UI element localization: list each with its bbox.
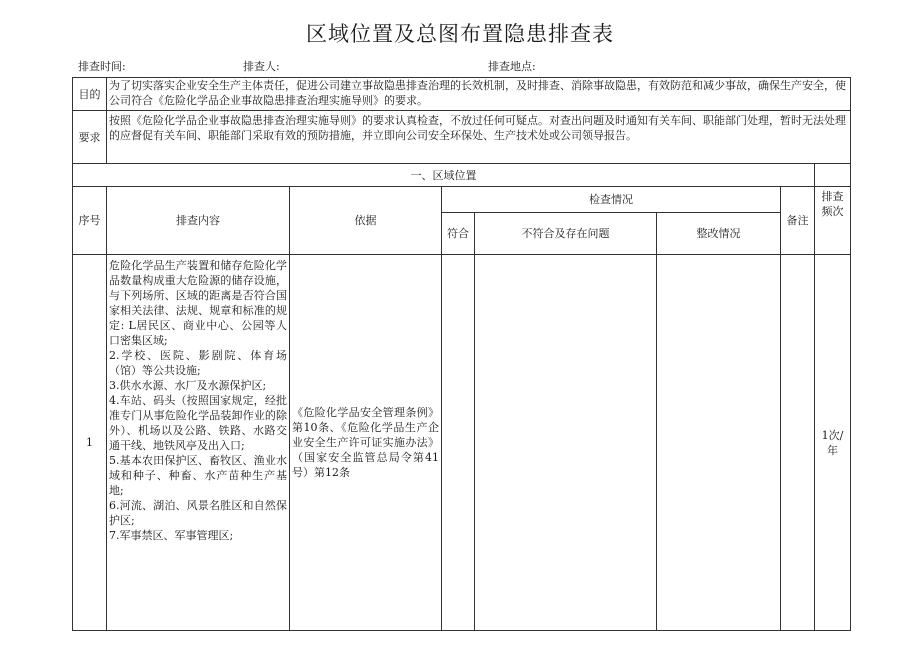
- header-nonconform: 不符合及存在问题: [475, 213, 657, 255]
- row-seq: 1: [73, 255, 107, 631]
- header-check: 检查情况: [442, 187, 781, 213]
- content-line: 2.学校、医院、影剧院、体育场（馆）等公共设施;: [109, 349, 287, 377]
- section-row: [73, 164, 851, 187]
- requirements-row: [73, 111, 851, 164]
- row-remark: [781, 255, 815, 631]
- row-nonconform: [475, 255, 657, 631]
- row-rectify: [657, 255, 781, 631]
- content-line: 5.基本农田保护区、畜牧区、渔业水域和种子、种畜、水产苗种生产基地;: [109, 454, 287, 497]
- purpose-row: [73, 78, 851, 111]
- section-spacer: [815, 164, 851, 187]
- inspection-location-label: 排查地点:: [488, 60, 536, 73]
- header-seq: 序号: [73, 187, 107, 255]
- header-basis: 依据: [290, 187, 442, 255]
- requirements-label: 要求: [73, 111, 107, 164]
- inspector-label: 排查人:: [243, 60, 280, 73]
- section-title: 一、区域位置: [73, 164, 815, 187]
- page-title: 区域位置及总图布置隐患排查表: [306, 22, 614, 46]
- header-rectify: 整改情况: [657, 213, 781, 255]
- requirements-text: 按照《危险化学品企业事故隐患排查治理实施导则》的要求认真检查，不放过任何可疑点。对查出问题及时通知有关车间、职能部门处理，暂时无法处理的应督促有关车间、职能部门采取有效的预防措施，并立即向公司安全环保处、生产技术处或公司领导报告。: [107, 111, 851, 164]
- purpose-text: 为了切实落实企业安全生产主体责任，促进公司建立事故隐患排查治理的长效机制，及时排查、消除事故隐患，有效防范和减少事故，确保生产安全，使公司符合《危险化学品企业事故隐患排查治理实施导则》的要求。: [107, 78, 851, 111]
- header-row-1: [73, 187, 851, 213]
- inspection-table: [72, 77, 851, 631]
- row-conform: [442, 255, 475, 631]
- row-content: [107, 255, 290, 631]
- header-content: 排查内容: [107, 187, 290, 255]
- content-line: 3.供水水源、水厂及水源保护区;: [109, 379, 267, 392]
- content-line: 6.河流、湖泊、风景名胜区和自然保护区;: [109, 499, 287, 527]
- content-line: 7.军事禁区、军事管理区;: [109, 529, 234, 542]
- row-basis: 《危险化学品安全管理条例》第10条、《危险化学品生产企业安全生产许可证实施办法》（国家安全监管总局令第41号）第12条: [290, 255, 442, 631]
- header-remark: 备注: [781, 187, 815, 255]
- purpose-label: 目的: [73, 78, 107, 111]
- content-line: 4.车站、码头（按照国家规定，经批准专门从事危险化学品装卸作业的除外）、机场以及公路、铁路、水路交通干线、地铁风亭及出入口;: [109, 394, 287, 452]
- content-line: 危险化学品生产装置和储存危险化学品数量构成重大危险源的储存设施，与下列场所、区域的距离是否符合国家相关法律、法规、规章和标准的规定: L居民区、商业中心、公园等人口密集区域;: [109, 259, 287, 347]
- header-conform: 符合: [442, 213, 475, 255]
- header-frequency: 排查频次: [815, 187, 851, 255]
- table-row: [73, 255, 851, 631]
- inspection-time-label: 排查时间:: [78, 60, 126, 73]
- row-frequency: 1次/年: [815, 255, 851, 631]
